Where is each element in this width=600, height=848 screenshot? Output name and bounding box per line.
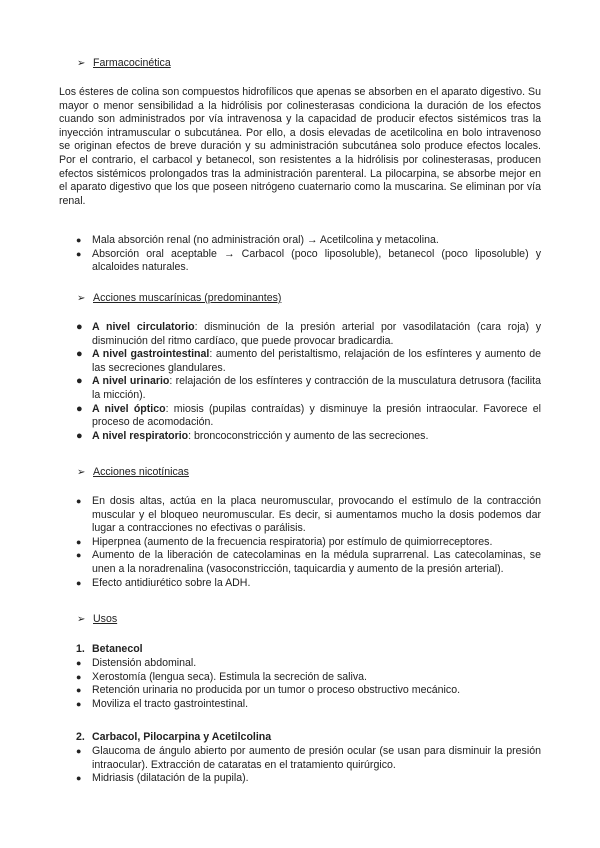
term: A nivel urinario — [92, 375, 170, 388]
arrow-bullet-icon: ➢ — [77, 58, 86, 69]
list-item-text: Efecto antidiurético sobre la ADH. — [92, 576, 251, 589]
list-item — [59, 495, 541, 536]
farmacocinetica-list — [59, 234, 541, 275]
usos-carbacol-list — [59, 745, 541, 786]
usos-group-title — [59, 731, 271, 745]
section-heading-muscarinicas — [77, 292, 281, 306]
list-item — [59, 430, 541, 444]
bullet-icon: ● — [76, 248, 82, 259]
list-item-text: Glaucoma de ángulo abierto por aumento de presión ocular (se usan para disminuir la presión intraocular). Extracción de cataratas en el tratamiento quirúrgico. — [92, 745, 541, 771]
nicotinicas-list — [59, 495, 541, 590]
muscarinicas-list — [59, 321, 541, 443]
list-item — [59, 348, 541, 375]
list-item-text: Hiperpnea (aumento de la frecuencia respiratoria) por estímulo de quimiorreceptores. — [92, 535, 493, 548]
group-title: Carbacol, Pilocarpina y Acetilcolina — [92, 731, 272, 743]
bullet-icon: ● — [76, 746, 82, 756]
bullet-icon: ● — [76, 375, 83, 388]
usos-group-title — [59, 643, 143, 657]
list-item-text: : miosis (pupilas contraídas) y disminuye la presión intraocular. Favorece el proceso de acomodación. — [92, 402, 541, 429]
section-heading-farmacocinetica — [77, 57, 171, 71]
term: A nivel circulatorio — [92, 321, 195, 333]
usos-betanecol-list — [59, 657, 541, 711]
list-item-text: En dosis altas, actúa en la placa neuromuscular, provocando el estímulo de la contracción muscular y el bloqueo neuromuscular. Es decir, si aumentamos mucho la dosis podemos dar lugar a contracciones no efectivas o parálisis. — [92, 495, 541, 535]
bullet-icon: ● — [76, 773, 82, 784]
arrow-bullet-icon: ➢ — [77, 293, 86, 304]
term: A nivel respiratorio — [92, 429, 189, 442]
bullet-icon: ● — [76, 577, 82, 588]
group-number: 1. — [76, 643, 85, 655]
list-item-text: Distensión abdominal. — [92, 657, 197, 669]
list-item-text: Xerostomía (lengua seca). Estimula la secreción de saliva. — [92, 670, 367, 683]
bullet-icon: ● — [76, 348, 83, 361]
bullet-icon: ● — [76, 671, 82, 682]
bullet-icon: ● — [76, 536, 82, 547]
list-item-text: Absorción oral aceptable → Carbacol (poco liposoluble), betanecol (poco liposoluble) y alcaloides naturales. — [92, 247, 541, 274]
list-item — [59, 403, 541, 430]
list-item — [59, 536, 541, 550]
bullet-icon: ● — [76, 429, 83, 442]
list-item — [59, 745, 541, 772]
list-item-text: Midriasis (dilatación de la pupila). — [92, 772, 249, 785]
list-item-text: : aumento del peristaltismo, relajación de los esfínteres y aumento de las secreciones glandulares. — [92, 348, 542, 374]
list-item — [59, 657, 541, 671]
bullet-icon: ● — [76, 698, 82, 709]
list-item-text: Aumento de la liberación de catecolaminas en la médula suprarrenal. Las catecolaminas, se unen a la noradrenalina (vasoconstricción, taquicardia y aumento de la presión arterial). — [92, 549, 541, 575]
list-item — [59, 684, 541, 698]
list-item-text: Mala absorción renal (no administración oral) → Acetilcolina y metacolina. — [92, 234, 439, 246]
bullet-icon: ● — [76, 658, 82, 668]
list-item — [59, 234, 541, 248]
list-item — [59, 698, 541, 712]
farmacocinetica-paragraph: Los ésteres de colina son compuestos hidrofílicos que apenas se absorben en el aparato digestivo. Su mayor o menor sensibilidad a la hidrólisis por colinesterasas condiciona la duración de los efectos cuando son administrados por vía intravenosa y la capacidad de producir efectos sistémicos tras la inyección intramuscular o subcutánea. Por ello, a dosis elevadas de acetilcolina en bolo intravenoso se originan efectos de breve duración y su administración subcutánea solo produce efectos locales. Por el contrario, el carbacol y betanecol, son resistentes a la hidrólisis por colinesterasas, producen efectos sistémicos prolongados tras la administración parenteral. La pilocarpina, se absorbe mejor en el aparato digestivo que los que poseen nitrógeno cuaternario como la muscarina. Se eliminan por vía renal. — [59, 86, 541, 207]
section-heading-usos — [77, 613, 117, 627]
group-title: Betanecol — [92, 643, 143, 655]
heading-text: Acciones muscarínicas (predominantes) — [93, 292, 282, 304]
list-item — [59, 671, 541, 685]
bullet-icon: ● — [76, 235, 82, 245]
bullet-icon: ● — [76, 496, 82, 506]
group-number: 2. — [76, 731, 85, 743]
bullet-icon: ● — [76, 550, 82, 561]
list-item — [59, 375, 541, 402]
list-item — [59, 549, 541, 576]
section-heading-nicotinicas — [77, 466, 189, 480]
bullet-icon: ● — [76, 685, 82, 696]
list-item-text: Moviliza el tracto gastrointestinal. — [92, 697, 249, 710]
list-item — [59, 577, 541, 591]
heading-text: Farmacocinética — [93, 57, 171, 69]
heading-text: Usos — [93, 613, 118, 625]
list-item — [59, 248, 541, 275]
list-item-text: : broncoconstricción y aumento de las secreciones. — [188, 429, 429, 442]
arrow-bullet-icon: ➢ — [77, 467, 86, 478]
list-item-text: Retención urinaria no producida por un tumor o proceso obstructivo mecánico. — [92, 684, 461, 697]
list-item — [59, 772, 541, 786]
list-item-text: : disminución de la presión arterial por vasodilatación (cara roja) y disminución del ritmo cardíaco, que puede provocar bradicardia. — [92, 321, 541, 347]
bullet-icon: ● — [76, 402, 83, 415]
heading-text: Acciones nicotínicas — [93, 466, 189, 478]
bullet-icon: ● — [76, 321, 83, 333]
term: A nivel óptico — [92, 402, 166, 415]
list-item — [59, 321, 541, 348]
term: A nivel gastrointestinal — [92, 348, 210, 361]
list-item-text: : relajación de los esfínteres y contracción de la musculatura detrusora (facilita la micción). — [92, 375, 541, 401]
arrow-bullet-icon: ➢ — [77, 614, 86, 625]
